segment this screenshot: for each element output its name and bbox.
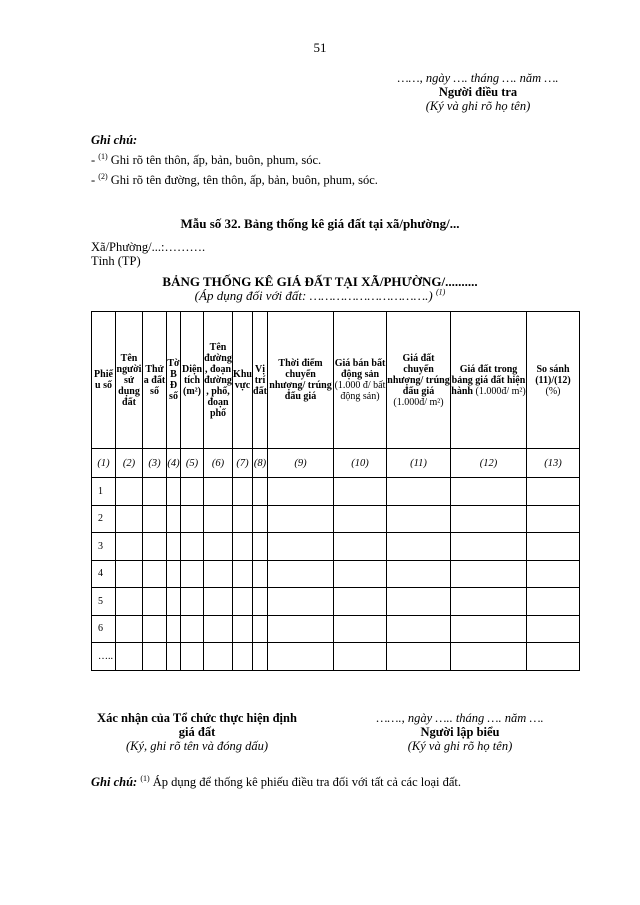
table-cell [233,560,253,588]
row-number-cell: ….. [92,643,116,671]
table-cell [268,505,334,533]
bottom-note: Ghi chú: $^{(1)}$ Áp dụng để thống kê phiếu điều tra đối với tất cả các loại đất. [91,773,462,789]
confirmation-instruction: (Ký, ghi rõ tên và đóng dấu) [126,739,268,753]
table-cell [451,588,527,616]
table-cell [143,615,167,643]
table-cell [143,533,167,561]
table-row [92,533,580,561]
sign-instruction: (Ký và ghi rõ họ tên) [425,99,531,113]
table-cell [167,478,181,506]
bottom-note-text: Áp dụng để thống kê phiếu điều tra đối với tất cả các loại đất. [149,775,462,789]
table-cell [253,615,268,643]
table-cell [451,533,527,561]
table-cell [451,505,527,533]
table-cell [334,505,387,533]
table-row [92,588,580,616]
table-cell [334,643,387,671]
preparer-role: Người lập biểu [420,725,500,739]
table-cell [116,560,143,588]
column-header: Vị trí đất [253,312,268,449]
table-cell [451,560,527,588]
table-cell [204,560,233,588]
notes-heading: Ghi chú: [91,133,138,147]
table-cell [167,533,181,561]
column-header: Tên người sử dụng đất [116,312,143,449]
report-title: BẢNG THỐNG KÊ GIÁ ĐẤT TẠI XÃ/PHƯỜNG/.......... [162,274,478,289]
column-header: Thửa đất số [143,312,167,449]
table-row [92,505,580,533]
sign-instruction: (Ký và ghi rõ họ tên) [407,739,513,753]
table-cell [387,505,451,533]
province-field: Tỉnh (TP) [91,254,141,268]
bottom-note-heading: Ghi chú: [91,775,138,789]
table-cell [181,588,204,616]
table-cell [167,505,181,533]
page-number: 51 [313,40,327,55]
row-number-cell: 1 [92,478,116,506]
table-cell [233,478,253,506]
table-cell [181,560,204,588]
table-cell [527,478,580,506]
top-signature-block [378,71,578,113]
table-cell [451,643,527,671]
column-number: (2) [116,449,143,478]
table-cell [204,505,233,533]
table-cell [181,533,204,561]
row-number-cell: 5 [92,588,116,616]
table-cell [527,588,580,616]
table-cell [387,533,451,561]
table-cell [268,560,334,588]
column-number: (8) [253,449,268,478]
table-cell [233,505,253,533]
column-number: (7) [233,449,253,478]
table-cell [233,588,253,616]
column-number: (5) [181,449,204,478]
column-header: Tờ BĐ số [167,312,181,449]
table-cell [253,643,268,671]
table-cell [334,478,387,506]
signer-role: Người điều tra [438,85,518,99]
table-cell [451,615,527,643]
row-number-cell: 3 [92,533,116,561]
column-number: (9) [268,449,334,478]
table-cell [527,505,580,533]
table-cell [116,643,143,671]
column-header: Giá đất trong bảng giá đất hiện hành (1.000đ/ m²) [451,312,527,449]
table-cell [387,615,451,643]
table-row [92,560,580,588]
table-cell [268,615,334,643]
column-header: Giá đất chuyển nhượng/ trúng đấu giá (1.000đ/ m²) [387,312,451,449]
column-number: (3) [143,449,167,478]
table-cell [253,478,268,506]
table-cell [181,505,204,533]
table-cell [253,505,268,533]
table-cell [204,478,233,506]
table-cell [233,643,253,671]
column-number: (10) [334,449,387,478]
confirmation-block [91,711,303,753]
column-number: (4) [167,449,181,478]
table-cell [268,478,334,506]
header-row [92,312,580,449]
table-row [92,478,580,506]
report-heading [0,275,640,303]
table-cell [253,533,268,561]
table-cell [334,533,387,561]
table-cell [204,643,233,671]
table-cell [143,560,167,588]
table-cell [143,505,167,533]
commune-field: Xã/Phường/...:………. [91,240,206,254]
table-cell [143,588,167,616]
column-number: (12) [451,449,527,478]
column-header: So sánh (11)/(12) (%) [527,312,580,449]
column-number: (1) [92,449,116,478]
table-row [92,615,580,643]
table-cell [204,588,233,616]
form-title: Mẫu số 32. Bảng thống kê giá đất tại xã/phường/... [180,216,460,231]
table-cell [143,643,167,671]
table-row [92,643,580,671]
table-cell [116,615,143,643]
table-cell [181,643,204,671]
table-cell [387,560,451,588]
table-cell [527,533,580,561]
column-number: (11) [387,449,451,478]
table-cell [167,615,181,643]
table-cell [268,643,334,671]
table-cell [204,615,233,643]
table-cell [167,588,181,616]
table-cell [527,560,580,588]
table-cell [527,643,580,671]
confirmation-title: Xác nhận của Tổ chức thực hiện định giá đất [97,711,297,739]
report-subtitle: (Áp dụng đối với đất: ………………………….) $^{(1)}$ [194,287,446,303]
table-cell [116,533,143,561]
table-cell [233,533,253,561]
column-header: Thời điểm chuyển nhượng/ trúng đấu giá [268,312,334,449]
table-cell [527,615,580,643]
column-header: Khu vực [233,312,253,449]
table-cell [204,533,233,561]
price-statistics-table [91,311,580,671]
row-number-cell: 4 [92,560,116,588]
table-cell [334,560,387,588]
table-cell [233,615,253,643]
notes-section [91,130,378,190]
column-number: (13) [527,449,580,478]
table-cell [143,478,167,506]
row-number-cell: 6 [92,615,116,643]
table-cell [181,478,204,506]
column-number: (6) [204,449,233,478]
table-cell [387,478,451,506]
column-header: Giá bán bất động sản (1.000 đ/ bất động sản) [334,312,387,449]
table-cell [116,588,143,616]
column-header: Diện tích (m²) [181,312,204,449]
table-cell [253,560,268,588]
table-cell [253,588,268,616]
table-cell [116,478,143,506]
date-line: ……, ngày …. tháng …. năm …. [397,71,559,85]
table-cell [167,560,181,588]
table-cell [451,478,527,506]
date-line: ……., ngày ….. tháng …. năm …. [376,711,544,725]
table-cell [268,533,334,561]
column-header: Tên đường, đoạn đường, phố, đoạn phố [204,312,233,449]
note-item: - $^{(1)}$ Ghi rõ tên thôn, ấp, bản, buôn, phum, sóc. [91,151,322,167]
table-cell [387,643,451,671]
column-header: Phiếu số [92,312,116,449]
table-cell [334,615,387,643]
row-number-cell: 2 [92,505,116,533]
table-cell [334,588,387,616]
table-cell [167,643,181,671]
column-number-row [92,449,580,478]
table-cell [268,588,334,616]
preparer-signature-block [355,711,565,753]
note-item: - $^{(2)}$ Ghi rõ tên đường, tên thôn, ấp, bản, buôn, phum, sóc. [91,171,378,187]
table-cell [387,588,451,616]
table-cell [116,505,143,533]
table-cell [181,615,204,643]
form-meta [91,240,205,268]
